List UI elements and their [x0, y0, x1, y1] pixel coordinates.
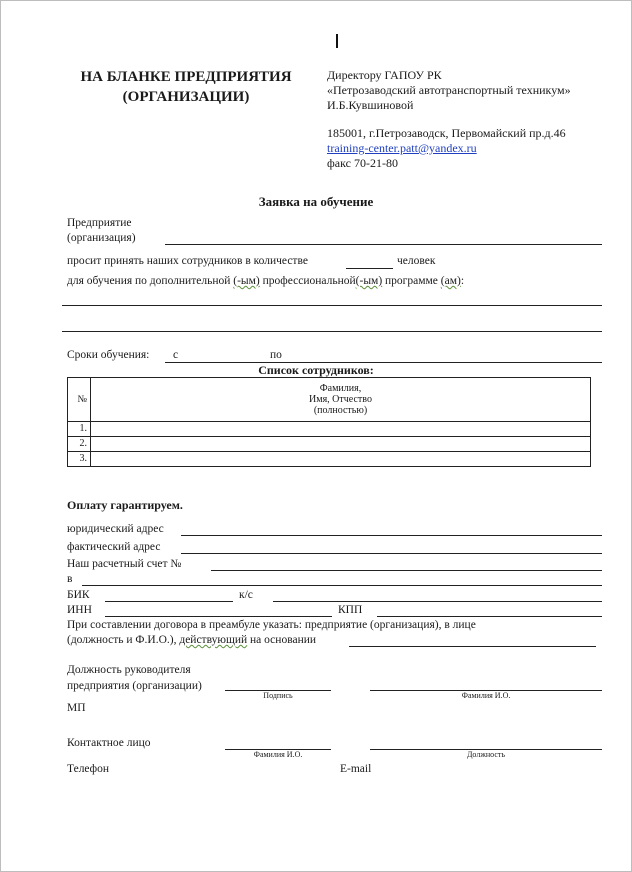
staff-table-header [68, 378, 591, 422]
fullname-header-2: Имя, Отчество [309, 394, 372, 405]
contract-basis-field[interactable] [349, 646, 596, 647]
table-row [68, 422, 591, 437]
staff-list-title: Список сотрудников: [258, 363, 374, 377]
kpp-label: КПП [338, 604, 363, 616]
letterhead-line-1: НА БЛАНКЕ ПРЕДПРИЯТИЯ [80, 69, 292, 85]
email-link[interactable]: training-center.patt@yandex.ru [327, 141, 477, 155]
legal-address-field[interactable] [181, 535, 602, 536]
enterprise-label-2: (организация) [67, 232, 136, 244]
text-cursor [336, 34, 338, 48]
fullname-header-1: Фамилия, [319, 383, 362, 394]
bank-label: в [67, 573, 73, 585]
staff-col-fullname [91, 378, 591, 422]
phone-label: Телефон [67, 763, 110, 775]
inn-field[interactable] [105, 616, 332, 617]
fullname-header-3: (полностью) [313, 405, 368, 416]
program-text: для обучения по дополнительной (-ым) профессиональной(-ым) программе (ам): [67, 275, 465, 287]
account-label: Наш расчетный счет № [67, 558, 182, 570]
fax-text: факс 70-21-80 [327, 156, 398, 170]
contract-note-line-1: При составлении договора в преамбуле указать: предприятие (организация), в лице [67, 619, 476, 631]
signature-caption: Подпись [263, 691, 293, 700]
employee-name-cell[interactable] [91, 422, 591, 437]
table-row [68, 452, 591, 467]
contact-person-label: Контактное лицо [67, 737, 151, 749]
bik-field[interactable] [105, 601, 233, 602]
kpp-field[interactable] [377, 616, 602, 617]
row-number: 3. [68, 452, 91, 467]
recipient-line-2: «Петрозаводский автотранспортный техникум» [327, 83, 571, 97]
program-field-line-1[interactable] [62, 305, 602, 306]
employee-name-cell[interactable] [91, 452, 591, 467]
address-text: 185001, г.Петрозаводск, Первомайский пр.д.46 [327, 126, 566, 140]
head-position-label-1: Должность руководителя [67, 664, 191, 676]
enterprise-field[interactable] [165, 244, 602, 245]
employee-name-cell[interactable] [91, 437, 591, 452]
terms-to-label: по [270, 349, 282, 361]
recipient-line-3: И.Б.Кувшиновой [327, 98, 414, 112]
request-text: просит принять наших сотрудников в количестве [67, 255, 308, 267]
bik-label: БИК [67, 589, 90, 601]
head-position-label [67, 662, 202, 694]
recipient-line-1: Директору ГАПОУ РК [327, 68, 442, 82]
actual-address-label: фактический адрес [67, 541, 161, 553]
table-row [68, 437, 591, 452]
company-letterhead-placeholder [60, 67, 312, 107]
bank-field[interactable] [82, 585, 602, 586]
legal-address-label: юридический адрес [67, 523, 164, 535]
staff-col-number: № [68, 378, 91, 422]
inn-label: ИНН [67, 604, 92, 616]
letterhead-line-2: (ОРГАНИЗАЦИИ) [122, 89, 250, 105]
payment-title: Оплату гарантируем. [67, 498, 183, 512]
employee-count-field[interactable] [346, 268, 393, 269]
program-field-line-2[interactable] [62, 331, 602, 332]
actual-address-field[interactable] [181, 553, 602, 554]
ks-field[interactable] [273, 601, 602, 602]
contact-position-caption: Должность [466, 750, 506, 759]
stamp-label: МП [67, 702, 86, 714]
terms-from-label: с [173, 349, 179, 361]
recipient-block [327, 68, 571, 113]
contact-name-caption: Фамилия И.О. [253, 750, 303, 759]
staff-table [67, 377, 591, 467]
enterprise-label [67, 216, 136, 246]
terms-label: Сроки обучения: [67, 349, 150, 361]
contacts-block [327, 126, 566, 171]
row-number: 2. [68, 437, 91, 452]
row-number: 1. [68, 422, 91, 437]
enterprise-label-1: Предприятие [67, 217, 132, 229]
head-position-label-2: предприятия (организации) [67, 680, 202, 692]
people-label: человек [397, 255, 436, 267]
contract-note-line-2: (должность и Ф.И.О.), действующий на основании [67, 634, 317, 646]
document-title: Заявка на обучение [258, 194, 374, 209]
head-name-caption: Фамилия И.О. [461, 691, 511, 700]
account-field[interactable] [211, 570, 602, 571]
email-label: E-mail [340, 763, 372, 775]
ks-label: к/с [239, 589, 253, 601]
